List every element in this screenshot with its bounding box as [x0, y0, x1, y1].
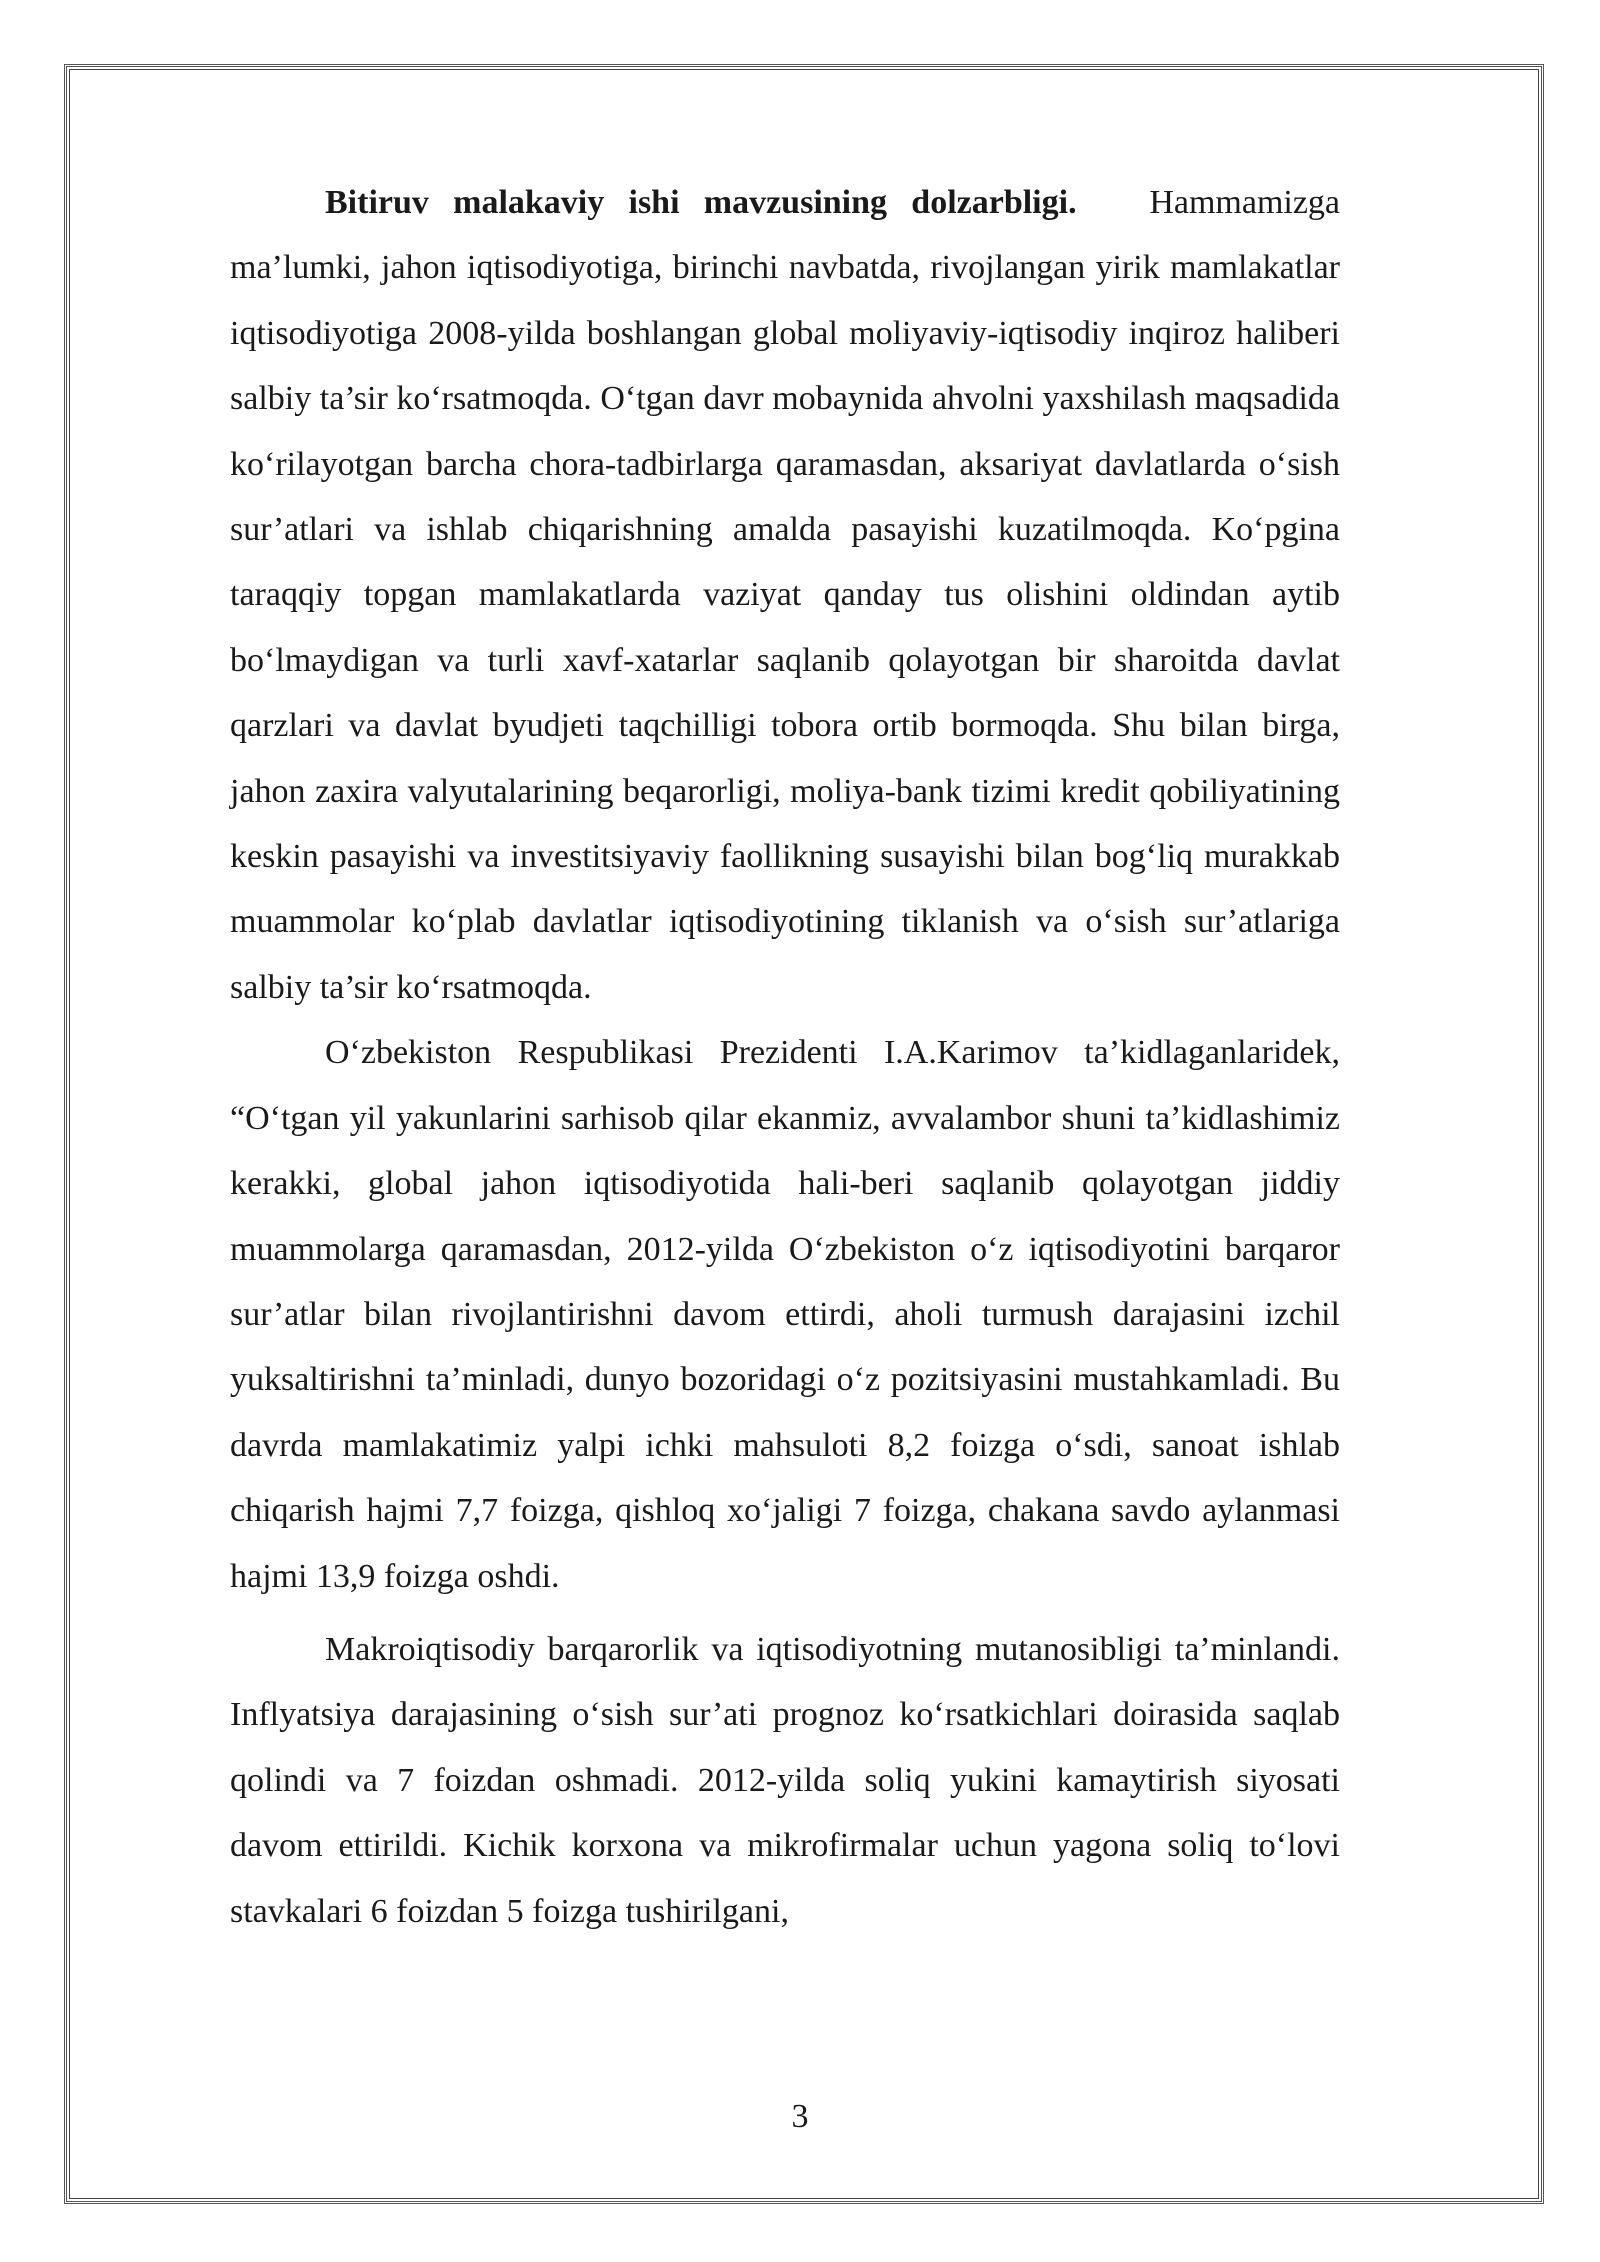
- document-body: [230, 170, 1340, 1944]
- paragraph-president-quote: O‘zbekiston Respublikasi Prezidenti I.A.Karimov ta’kidlaganlaridek, “O‘tgan yil yakunlarini sarhisob qilar ekanmiz, avvalambor shuni ta’kidlashimiz kerakki, global jahon iqtisodiyotida hali-beri saqlanib qolayotgan jiddiy muammolarga qaramasdan, 2012-yilda O‘zbekiston o‘z iqtisodiyotini barqaror sur’atlar bilan rivojlantirishni davom ettirdi, aholi turmush darajasini izchil yuksaltirishni ta’minladi, dunyo bozoridagi o‘z pozitsiyasini mustahkamladi. Bu davrda mamlakatimiz yalpi ichki mahsuloti 8,2 foizga o‘sdi, sanoat ishlab chiqarish hajmi 7,7 foizga, qishloq xo‘jaligi 7 foizga, chakana savdo aylanmasi hajmi 13,9 foizga oshdi.: [230, 1034, 1340, 1595]
- paragraph-text: Hammamizga ma’lumki, jahon iqtisodiyotiga, birinchi navbatda, rivojlangan yirik mamlakatlar iqtisodiyotiga 2008-yilda boshlangan global moliyaviy-iqtisodiy inqiroz haliberi salbiy ta’sir ko‘rsatmoqda. O‘tgan davr mobaynida ahvolni yaxshilash maqsadida ko‘rilayotgan barcha chora-tadbirlarga qaramasdan, aksariyat davlatlarda o‘sish sur’atlari va ishlab chiqarishning amalda pasayishi kuzatilmoqda. Ko‘pgina taraqqiy topgan mamlakatlarda vaziyat qanday tus olishini oldindan aytib bo‘lmaydigan va turli xavf-xatarlar saqlanib qolayotgan bir sharoitda davlat qarzlari va davlat byudjeti taqchilligi tobora ortib bormoqda. Shu bilan birga, jahon zaxira valyutalarining beqarorligi, moliya-bank tizimi kredit qobiliyatining keskin pasayishi va investitsiyaviy faollikning susayishi bilan bog‘liq murakkab muammolar ko‘plab davlatlar iqtisodiyotining tiklanish va o‘sish sur’atlariga salbiy ta’sir ko‘rsatmoqda.: [230, 184, 1341, 1006]
- page-number: 3: [791, 2098, 809, 2135]
- paragraph-relevance: [230, 170, 1340, 1020]
- paragraph-macroeconomic: Makroiqtisodiy barqarorlik va iqtisodiyotning mutanosibligi ta’minlandi. Inflyatsiya darajasining o‘sish sur’ati prognoz ko‘rsatkichlari doirasida saqlab qolindi va 7 foizdan oshmadi. 2012-yilda soliq yukini kamaytirish siyosati davom ettirildi. Kichik korxona va mikrofirmalar uchun yagona soliq to‘lovi stavkalari 6 foizdan 5 foizga tushirilgani,: [230, 1630, 1340, 1930]
- section-heading: Bitiruv malakaviy ishi mavzusining dolzarbligi.: [325, 184, 1077, 221]
